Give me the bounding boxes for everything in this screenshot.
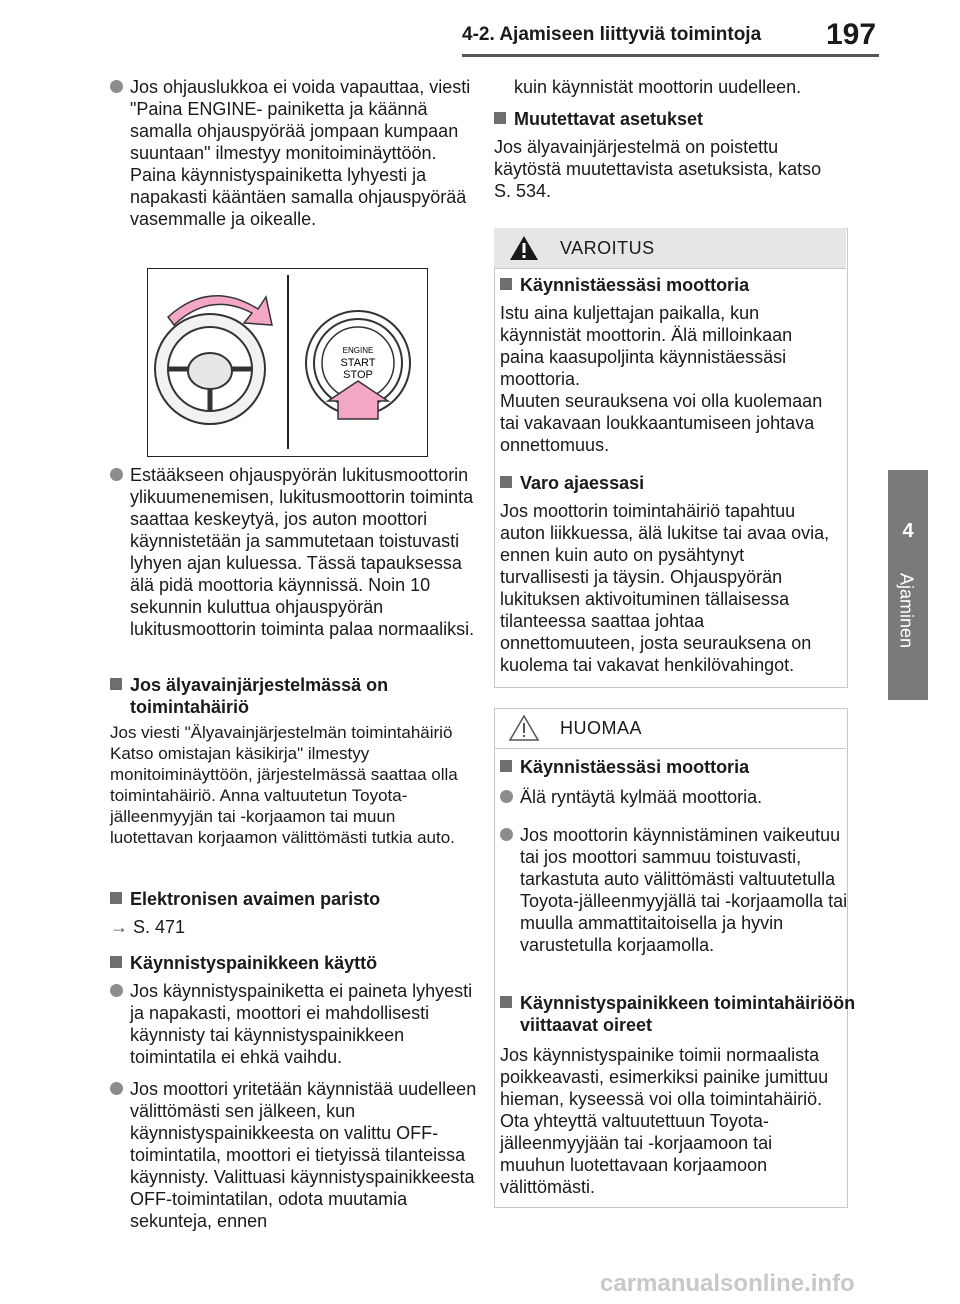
note-bullet-difficult-start [500,824,856,956]
steering-start-illustration [147,268,428,457]
chapter-label: Ajaminen [896,572,917,649]
heading-square-icon [500,476,512,488]
page-number: 197 [826,18,877,51]
bullet-text: Jos ohjauslukkoa ei voida vapauttaa, viesti "Paina ENGINE- painiketta ja käännä samalla ohjauspyörää jompaan kumpaan suuntaan" ilmestyy monitoiminäyttöön. [130,77,471,163]
bullet-dot-icon [110,468,123,481]
note-paragraph-button-fault: Jos käynnistyspainike toimii normaalista poikkeavasti, esimerkiksi painike jumittuu hieman, kyseessä voi olla toimintahäiriö. Ota yhteyttä valtuutettuun Toyota-jälleenmyyjään tai -korjaamoon tai muuhun luotettavaan korjaamoon välittömästi. [500,1045,829,1197]
note-header [494,708,846,749]
heading-square-icon [500,996,512,1008]
note-heading-start: Käynnistäessäsi moottoria [500,756,860,778]
note-heading-button-fault: Käynnistyspainikkeen toimintahäiriöön viittaavat oireet [500,992,856,1036]
warning-triangle-icon [508,234,540,262]
bullet-lock-motor [110,464,480,640]
battery-page-link[interactable]: S. 471 [133,917,186,937]
ref-arrow-icon: → [110,917,128,937]
heading-battery: Elektronisen avaimen paristo [110,888,480,910]
bullet-text: Älä ryntäytä kylmää moottoria. [520,787,763,807]
section-title: 4-2. Ajamiseen liittyviä toimintoja [462,24,762,45]
bullet-text: Jos käynnistyspainiketta ei paineta lyhyesti ja napakasti, moottori ei mahdollisesti käynnisty tai käynnistyspainikkeen toimintatila ei ehkä vaihdu. [130,981,473,1067]
warning-paragraph-driving: Jos moottorin toimintahäiriö tapahtuu auton liikkuessa, älä lukitse tai avaa ovia, ennen kuin auto on pysähtynyt turvallisesti ja täysin. Ohjauspyörän lukituksen aktivoituminen tällaisessa tilanteessa saattaa johtaa onnettomuuteen, josta seurauksena on kuolema tai vakavat henkilövahingot. [500,501,830,675]
bullet-press-button [110,980,480,1068]
heading-smart-key-fault: Jos älyavainjärjestelmässä on toimintahäiriö [110,674,480,718]
bullet-text-extra: Paina käynnistyspainiketta lyhyesti ja napakasti kääntäen samalla ohjauspyörää vasemmalle ja oikealle. [130,165,467,229]
chapter-number: 4 [902,520,914,542]
bullet-dot-icon [500,790,513,803]
warning-header [494,228,846,269]
bullet-text: Jos moottori yritetään käynnistää uudelleen välittömästi sen jälkeen, kun käynnistyspainikkeesta on valittu OFF-toimintatila, moottori ei tietyissä tilanteissa käynnisty. Valittuasi käynnistyspainikkeesta OFF-toimintatilan, odota muutamia sekunteja, ennen [130,1079,477,1231]
button-text-engine: ENGINE [342,346,374,355]
bullet-dot-icon [110,80,123,93]
warning-paragraph-start: Istu aina kuljettajan paikalla, kun käynnistät moottorin. Älä milloinkaan paina kaasupoljinta käynnistäessäsi moottoria. Muuten seurauksena voi olla kuolemaan tai vakavaan loukkaantumiseen johtava onnettomuus. [500,303,823,455]
bullet-text: Estääkseen ohjauspyörän lukitusmoottorin ylikuumenemisen, lukitusmoottorin toiminta saattaa keskeytyä, jos auton moottori käynnistetään ja sammutetaan toistuvasti lyhyen ajan kuluessa. Tässä tapauksessa älä pidä moottoria käynnissä. Noin 10 sekunnin kuluttua ohjauspyörän lukitusmoottorin toiminta palaa normaaliksi. [130,465,475,639]
bullet-text: Jos moottorin käynnistäminen vaikeutuu tai jos moottori sammuu toistuvasti, tarkastuta auto välittömästi valtuutetulla Toyota-jälleenmyyjällä tai -korjaamolla tai muulla ammattitaitoisella ja hyvin varustetulla korjaamolla. [520,825,848,955]
bullet-dot-icon [110,984,123,997]
paragraph-smart-key-fault: Jos viesti "Älyavainjärjestelmän toimintahäiriö Katso omistajan käsikirja" ilmestyy monitoiminäyttöön, järjestelmässä saattaa olla toimintahäiriö. Anna valtuutetun Toyota-jälleenmyyjän tai -korjaamon tai muun luotettavan korjaamon välittömästi tutkia auto. [110,723,458,847]
heading-square-icon [500,760,512,772]
heading-square-icon [500,278,512,290]
watermark: carmanualsonline.info [600,1270,855,1297]
button-text-stop: STOP [343,369,373,381]
warning-heading-start: Käynnistäessäsi moottoria [500,274,860,296]
note-bullet-cold-engine [500,786,856,808]
bullet-dot-icon [500,828,513,841]
button-text-start: START [340,357,376,369]
bullet-dot-icon [110,1082,123,1095]
note-title: HUOMAA [560,718,643,738]
heading-square-icon [110,956,122,968]
paragraph-settings: Jos älyavainjärjestelmä on poistettu käytöstä muutettavista asetuksista, katso S. 534. [494,137,822,201]
steering-wheel-icon [155,314,265,424]
heading-square-icon [110,678,122,690]
heading-settings: Muutettavat asetukset [494,108,864,130]
caution-triangle-icon [508,714,540,742]
heading-square-icon [494,112,506,124]
heading-start-button-use: Käynnistyspainikkeen käyttö [110,952,480,974]
continued-text: kuin käynnistät moottorin uudelleen. [514,77,802,97]
steering-wheel-start-button-figure [148,269,427,456]
heading-square-icon [110,892,122,904]
warning-heading-driving: Varo ajaessasi [500,472,860,494]
header-rule [462,54,879,57]
warning-title: VAROITUS [560,238,655,258]
battery-ref [110,916,185,938]
bullet-steering-lock [110,76,480,230]
bullet-restart [110,1078,480,1232]
